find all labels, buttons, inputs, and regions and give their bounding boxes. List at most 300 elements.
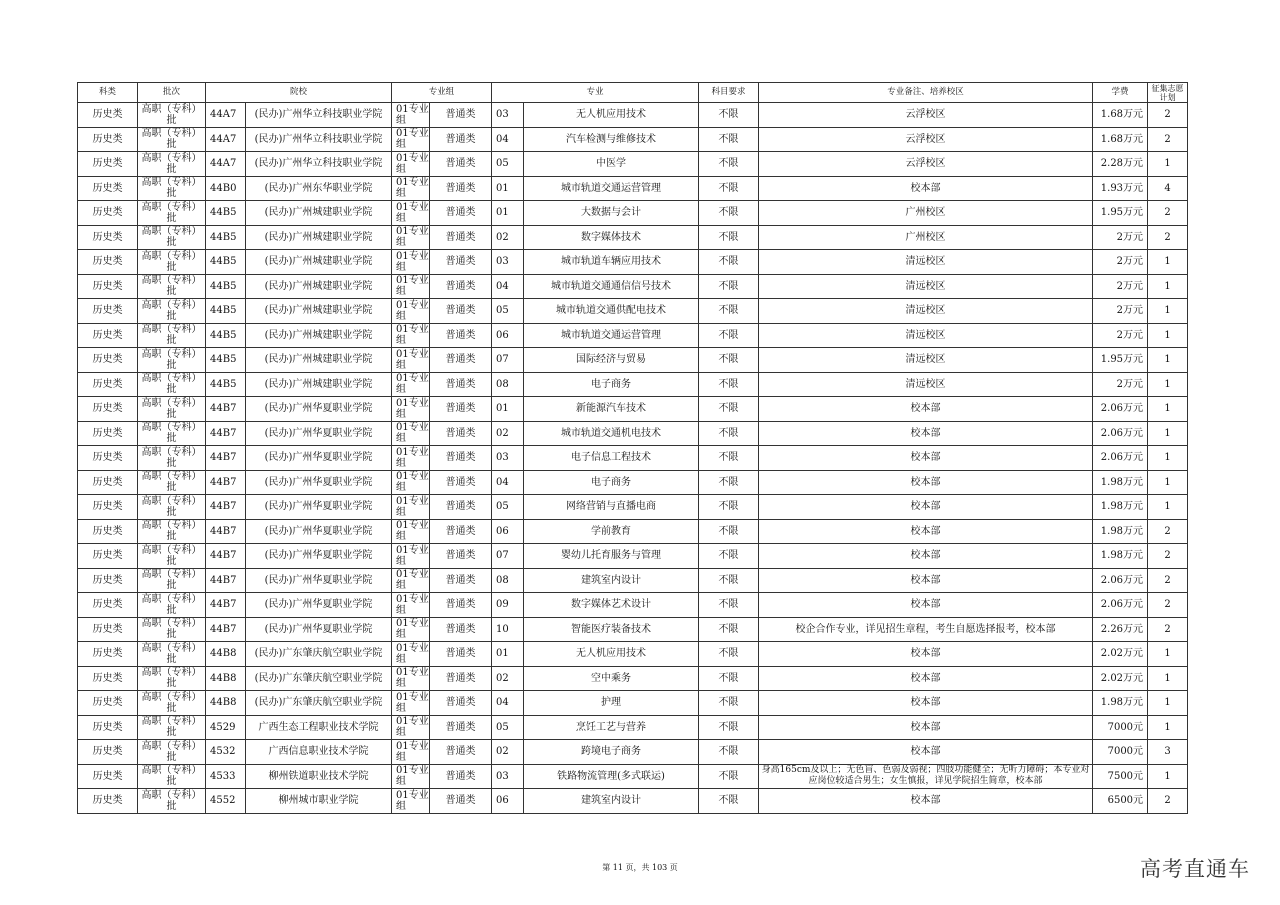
cell-subject-requirement: 不限 <box>699 593 759 618</box>
table-row <box>78 274 1188 299</box>
cell-school-code: 44B7 <box>206 470 246 495</box>
cell-subject-requirement: 不限 <box>699 397 759 422</box>
cell-notes: 校本部 <box>759 446 1093 471</box>
cell-batch: 高职（专科）批 <box>138 740 206 765</box>
cell-school-code: 4529 <box>206 715 246 740</box>
cell-notes: 云浮校区 <box>759 127 1093 152</box>
cell-subject-requirement: 不限 <box>699 740 759 765</box>
table-row <box>78 495 1188 520</box>
cell-school-code: 4533 <box>206 764 246 789</box>
cell-major-code: 06 <box>492 789 524 814</box>
cell-tuition: 1.68万元 <box>1093 103 1148 128</box>
cell-major-name: 护理 <box>524 691 699 716</box>
cell-school-name: 柳州铁道职业技术学院 <box>246 764 392 789</box>
table-row <box>78 666 1188 691</box>
cell-tuition: 7000元 <box>1093 740 1148 765</box>
cell-subject-requirement: 不限 <box>699 568 759 593</box>
table-row <box>78 103 1188 128</box>
header-plan: 征集志愿计划 <box>1148 83 1188 103</box>
cell-school-name: (民办)广州城建职业学院 <box>246 348 392 373</box>
cell-tuition: 2.06万元 <box>1093 397 1148 422</box>
cell-school-code: 44A7 <box>206 127 246 152</box>
cell-major-name: 大数据与会计 <box>524 201 699 226</box>
cell-school-name: (民办)广州城建职业学院 <box>246 250 392 275</box>
cell-tuition: 2万元 <box>1093 225 1148 250</box>
cell-major-code: 04 <box>492 691 524 716</box>
cell-notes: 校本部 <box>759 544 1093 569</box>
cell-plan: 1 <box>1148 372 1188 397</box>
cell-major-name: 跨境电子商务 <box>524 740 699 765</box>
cell-major-code: 05 <box>492 152 524 177</box>
cell-tuition: 2.28万元 <box>1093 152 1148 177</box>
cell-group-code: 01专业组 <box>392 495 430 520</box>
cell-school-name: (民办)广州华夏职业学院 <box>246 446 392 471</box>
cell-group-type: 普通类 <box>430 642 492 667</box>
cell-major-name: 学前教育 <box>524 519 699 544</box>
cell-school-name: (民办)广州华夏职业学院 <box>246 568 392 593</box>
cell-group-code: 01专业组 <box>392 764 430 789</box>
cell-notes: 校本部 <box>759 421 1093 446</box>
table-row <box>78 225 1188 250</box>
cell-batch: 高职（专科）批 <box>138 372 206 397</box>
cell-category: 历史类 <box>78 397 138 422</box>
cell-school-name: (民办)广东肇庆航空职业学院 <box>246 642 392 667</box>
cell-group-type: 普通类 <box>430 617 492 642</box>
cell-school-name: (民办)广州城建职业学院 <box>246 201 392 226</box>
cell-major-name: 网络营销与直播电商 <box>524 495 699 520</box>
table-row <box>78 299 1188 324</box>
cell-plan: 1 <box>1148 446 1188 471</box>
cell-school-name: (民办)广州华立科技职业学院 <box>246 127 392 152</box>
cell-major-name: 空中乘务 <box>524 666 699 691</box>
cell-school-code: 44B7 <box>206 593 246 618</box>
cell-group-code: 01专业组 <box>392 299 430 324</box>
cell-major-code: 02 <box>492 225 524 250</box>
cell-batch: 高职（专科）批 <box>138 176 206 201</box>
cell-subject-requirement: 不限 <box>699 299 759 324</box>
cell-group-code: 01专业组 <box>392 421 430 446</box>
cell-major-name: 智能医疗装备技术 <box>524 617 699 642</box>
cell-major-name: 电子信息工程技术 <box>524 446 699 471</box>
cell-category: 历史类 <box>78 617 138 642</box>
cell-subject-requirement: 不限 <box>699 495 759 520</box>
cell-notes: 云浮校区 <box>759 152 1093 177</box>
cell-major-name: 电子商务 <box>524 470 699 495</box>
cell-group-code: 01专业组 <box>392 715 430 740</box>
cell-notes: 校本部 <box>759 495 1093 520</box>
table-row <box>78 152 1188 177</box>
cell-notes: 校本部 <box>759 666 1093 691</box>
cell-subject-requirement: 不限 <box>699 617 759 642</box>
cell-plan: 1 <box>1148 764 1188 789</box>
header-tuition: 学费 <box>1093 83 1148 103</box>
cell-tuition: 1.98万元 <box>1093 544 1148 569</box>
table-row <box>78 397 1188 422</box>
cell-school-name: (民办)广州华立科技职业学院 <box>246 103 392 128</box>
cell-plan: 1 <box>1148 666 1188 691</box>
cell-school-code: 44B5 <box>206 225 246 250</box>
cell-school-name: (民办)广州城建职业学院 <box>246 225 392 250</box>
cell-tuition: 2.02万元 <box>1093 666 1148 691</box>
cell-batch: 高职（专科）批 <box>138 348 206 373</box>
cell-school-code: 44A7 <box>206 103 246 128</box>
cell-notes: 校本部 <box>759 470 1093 495</box>
cell-category: 历史类 <box>78 250 138 275</box>
cell-category: 历史类 <box>78 764 138 789</box>
cell-plan: 1 <box>1148 397 1188 422</box>
cell-major-code: 07 <box>492 348 524 373</box>
cell-school-name: (民办)广州城建职业学院 <box>246 372 392 397</box>
cell-group-type: 普通类 <box>430 348 492 373</box>
cell-group-code: 01专业组 <box>392 642 430 667</box>
cell-notes: 校本部 <box>759 642 1093 667</box>
table-row <box>78 715 1188 740</box>
cell-tuition: 2万元 <box>1093 274 1148 299</box>
cell-plan: 2 <box>1148 127 1188 152</box>
cell-group-type: 普通类 <box>430 372 492 397</box>
cell-group-type: 普通类 <box>430 740 492 765</box>
cell-subject-requirement: 不限 <box>699 225 759 250</box>
cell-school-name: (民办)广州城建职业学院 <box>246 274 392 299</box>
cell-group-code: 01专业组 <box>392 152 430 177</box>
cell-group-type: 普通类 <box>430 593 492 618</box>
cell-major-name: 无人机应用技术 <box>524 103 699 128</box>
table-header-row <box>78 83 1188 103</box>
cell-tuition: 1.98万元 <box>1093 470 1148 495</box>
cell-school-code: 44B8 <box>206 666 246 691</box>
header-subject-requirement: 科目要求 <box>699 83 759 103</box>
cell-batch: 高职（专科）批 <box>138 225 206 250</box>
cell-group-type: 普通类 <box>430 789 492 814</box>
cell-major-name: 数字媒体艺术设计 <box>524 593 699 618</box>
cell-major-name: 中医学 <box>524 152 699 177</box>
cell-school-code: 44B5 <box>206 274 246 299</box>
cell-major-code: 04 <box>492 470 524 495</box>
cell-category: 历史类 <box>78 568 138 593</box>
cell-school-name: (民办)广州华夏职业学院 <box>246 593 392 618</box>
cell-notes: 校本部 <box>759 789 1093 814</box>
cell-major-code: 09 <box>492 593 524 618</box>
cell-batch: 高职（专科）批 <box>138 642 206 667</box>
cell-category: 历史类 <box>78 299 138 324</box>
cell-subject-requirement: 不限 <box>699 372 759 397</box>
cell-category: 历史类 <box>78 642 138 667</box>
cell-batch: 高职（专科）批 <box>138 519 206 544</box>
cell-group-code: 01专业组 <box>392 176 430 201</box>
cell-notes: 清远校区 <box>759 372 1093 397</box>
cell-school-code: 44B7 <box>206 568 246 593</box>
cell-group-code: 01专业组 <box>392 103 430 128</box>
cell-group-code: 01专业组 <box>392 593 430 618</box>
cell-group-type: 普通类 <box>430 103 492 128</box>
cell-subject-requirement: 不限 <box>699 348 759 373</box>
cell-plan: 1 <box>1148 152 1188 177</box>
cell-tuition: 1.98万元 <box>1093 691 1148 716</box>
cell-notes: 广州校区 <box>759 201 1093 226</box>
cell-major-code: 03 <box>492 764 524 789</box>
cell-tuition: 2万元 <box>1093 323 1148 348</box>
cell-major-name: 建筑室内设计 <box>524 789 699 814</box>
cell-group-type: 普通类 <box>430 446 492 471</box>
cell-school-name: (民办)广州东华职业学院 <box>246 176 392 201</box>
cell-school-name: (民办)广东肇庆航空职业学院 <box>246 666 392 691</box>
cell-batch: 高职（专科）批 <box>138 299 206 324</box>
cell-group-code: 01专业组 <box>392 617 430 642</box>
cell-major-code: 01 <box>492 201 524 226</box>
cell-group-code: 01专业组 <box>392 470 430 495</box>
cell-group-type: 普通类 <box>430 397 492 422</box>
cell-notes: 校本部 <box>759 691 1093 716</box>
cell-plan: 2 <box>1148 593 1188 618</box>
cell-major-name: 城市轨道交通运营管理 <box>524 323 699 348</box>
cell-subject-requirement: 不限 <box>699 544 759 569</box>
cell-batch: 高职（专科）批 <box>138 789 206 814</box>
cell-category: 历史类 <box>78 740 138 765</box>
cell-major-code: 01 <box>492 397 524 422</box>
cell-plan: 1 <box>1148 421 1188 446</box>
cell-group-code: 01专业组 <box>392 568 430 593</box>
cell-batch: 高职（专科）批 <box>138 250 206 275</box>
cell-tuition: 1.68万元 <box>1093 127 1148 152</box>
cell-tuition: 1.93万元 <box>1093 176 1148 201</box>
cell-batch: 高职（专科）批 <box>138 544 206 569</box>
cell-major-code: 08 <box>492 568 524 593</box>
cell-major-code: 03 <box>492 250 524 275</box>
cell-tuition: 1.98万元 <box>1093 519 1148 544</box>
cell-category: 历史类 <box>78 225 138 250</box>
cell-category: 历史类 <box>78 789 138 814</box>
cell-group-type: 普通类 <box>430 225 492 250</box>
table-row <box>78 372 1188 397</box>
cell-subject-requirement: 不限 <box>699 127 759 152</box>
cell-school-code: 4552 <box>206 789 246 814</box>
cell-notes: 广州校区 <box>759 225 1093 250</box>
cell-subject-requirement: 不限 <box>699 446 759 471</box>
cell-notes: 校本部 <box>759 397 1093 422</box>
cell-plan: 2 <box>1148 225 1188 250</box>
cell-school-name: (民办)广东肇庆航空职业学院 <box>246 691 392 716</box>
cell-group-type: 普通类 <box>430 201 492 226</box>
brand-watermark: 高考直通车 <box>1140 857 1250 881</box>
table-row <box>78 127 1188 152</box>
table-row <box>78 176 1188 201</box>
cell-subject-requirement: 不限 <box>699 691 759 716</box>
cell-subject-requirement: 不限 <box>699 666 759 691</box>
cell-school-code: 44A7 <box>206 152 246 177</box>
cell-plan: 1 <box>1148 323 1188 348</box>
cell-major-code: 02 <box>492 666 524 691</box>
header-category: 科类 <box>78 83 138 103</box>
cell-school-name: (民办)广州城建职业学院 <box>246 323 392 348</box>
cell-group-code: 01专业组 <box>392 446 430 471</box>
cell-major-code: 02 <box>492 740 524 765</box>
cell-group-type: 普通类 <box>430 519 492 544</box>
header-batch: 批次 <box>138 83 206 103</box>
cell-school-name: (民办)广州城建职业学院 <box>246 299 392 324</box>
cell-batch: 高职（专科）批 <box>138 691 206 716</box>
cell-major-code: 05 <box>492 299 524 324</box>
cell-plan: 1 <box>1148 715 1188 740</box>
cell-major-code: 10 <box>492 617 524 642</box>
cell-major-code: 04 <box>492 274 524 299</box>
cell-category: 历史类 <box>78 176 138 201</box>
cell-notes: 身高165cm及以上；无色盲、色弱及弱视；四肢功能健全；无听力障碍；本专业对应岗位较适合男生；女生慎报，详见学院招生简章，校本部 <box>759 764 1093 789</box>
cell-major-name: 城市轨道交通通信信号技术 <box>524 274 699 299</box>
table-row <box>78 789 1188 814</box>
cell-group-type: 普通类 <box>430 323 492 348</box>
cell-school-code: 44B5 <box>206 299 246 324</box>
cell-major-name: 新能源汽车技术 <box>524 397 699 422</box>
cell-group-type: 普通类 <box>430 176 492 201</box>
cell-major-name: 无人机应用技术 <box>524 642 699 667</box>
cell-plan: 2 <box>1148 103 1188 128</box>
cell-major-name: 婴幼儿托育服务与管理 <box>524 544 699 569</box>
cell-major-code: 03 <box>492 103 524 128</box>
cell-school-code: 44B0 <box>206 176 246 201</box>
cell-school-code: 44B7 <box>206 397 246 422</box>
cell-major-code: 03 <box>492 446 524 471</box>
cell-category: 历史类 <box>78 519 138 544</box>
cell-subject-requirement: 不限 <box>699 421 759 446</box>
cell-group-code: 01专业组 <box>392 691 430 716</box>
cell-tuition: 7500元 <box>1093 764 1148 789</box>
cell-category: 历史类 <box>78 495 138 520</box>
header-major: 专业 <box>492 83 699 103</box>
cell-notes: 校本部 <box>759 519 1093 544</box>
cell-notes: 清远校区 <box>759 348 1093 373</box>
cell-subject-requirement: 不限 <box>699 789 759 814</box>
cell-plan: 2 <box>1148 544 1188 569</box>
cell-subject-requirement: 不限 <box>699 103 759 128</box>
cell-school-name: (民办)广州华夏职业学院 <box>246 397 392 422</box>
cell-notes: 校本部 <box>759 740 1093 765</box>
cell-batch: 高职（专科）批 <box>138 103 206 128</box>
cell-group-type: 普通类 <box>430 470 492 495</box>
cell-plan: 3 <box>1148 740 1188 765</box>
cell-batch: 高职（专科）批 <box>138 764 206 789</box>
cell-major-code: 06 <box>492 323 524 348</box>
cell-school-name: (民办)广州华夏职业学院 <box>246 617 392 642</box>
cell-plan: 1 <box>1148 299 1188 324</box>
cell-school-code: 44B8 <box>206 691 246 716</box>
cell-group-code: 01专业组 <box>392 740 430 765</box>
cell-subject-requirement: 不限 <box>699 250 759 275</box>
cell-notes: 云浮校区 <box>759 103 1093 128</box>
cell-group-code: 01专业组 <box>392 348 430 373</box>
cell-group-type: 普通类 <box>430 421 492 446</box>
cell-plan: 2 <box>1148 201 1188 226</box>
cell-major-name: 数字媒体技术 <box>524 225 699 250</box>
header-notes: 专业备注、培养校区 <box>759 83 1093 103</box>
cell-batch: 高职（专科）批 <box>138 421 206 446</box>
cell-plan: 1 <box>1148 470 1188 495</box>
cell-batch: 高职（专科）批 <box>138 397 206 422</box>
cell-notes: 校企合作专业，详见招生章程，考生自愿选择报考，校本部 <box>759 617 1093 642</box>
cell-group-type: 普通类 <box>430 274 492 299</box>
cell-plan: 1 <box>1148 274 1188 299</box>
table-row <box>78 544 1188 569</box>
cell-major-name: 城市轨道交通运营管理 <box>524 176 699 201</box>
cell-school-code: 44B8 <box>206 642 246 667</box>
cell-school-code: 44B5 <box>206 323 246 348</box>
cell-category: 历史类 <box>78 127 138 152</box>
cell-subject-requirement: 不限 <box>699 323 759 348</box>
cell-category: 历史类 <box>78 323 138 348</box>
cell-major-code: 07 <box>492 544 524 569</box>
cell-tuition: 2万元 <box>1093 250 1148 275</box>
cell-group-code: 01专业组 <box>392 789 430 814</box>
cell-group-code: 01专业组 <box>392 127 430 152</box>
cell-category: 历史类 <box>78 348 138 373</box>
cell-category: 历史类 <box>78 593 138 618</box>
table-row <box>78 617 1188 642</box>
table-row <box>78 421 1188 446</box>
table-row <box>78 642 1188 667</box>
cell-group-type: 普通类 <box>430 250 492 275</box>
cell-notes: 清远校区 <box>759 274 1093 299</box>
cell-batch: 高职（专科）批 <box>138 715 206 740</box>
cell-plan: 2 <box>1148 789 1188 814</box>
cell-major-name: 城市轨道交通供配电技术 <box>524 299 699 324</box>
cell-major-name: 铁路物流管理(多式联运) <box>524 764 699 789</box>
cell-plan: 2 <box>1148 568 1188 593</box>
cell-school-code: 44B7 <box>206 617 246 642</box>
cell-school-code: 44B5 <box>206 348 246 373</box>
table-row <box>78 740 1188 765</box>
cell-group-code: 01专业组 <box>392 544 430 569</box>
cell-major-code: 01 <box>492 642 524 667</box>
cell-subject-requirement: 不限 <box>699 470 759 495</box>
cell-group-code: 01专业组 <box>392 250 430 275</box>
cell-group-type: 普通类 <box>430 764 492 789</box>
cell-group-code: 01专业组 <box>392 397 430 422</box>
cell-group-code: 01专业组 <box>392 519 430 544</box>
cell-major-name: 城市轨道车辆应用技术 <box>524 250 699 275</box>
cell-major-name: 烹饪工艺与营养 <box>524 715 699 740</box>
cell-tuition: 2.02万元 <box>1093 642 1148 667</box>
cell-group-type: 普通类 <box>430 691 492 716</box>
cell-subject-requirement: 不限 <box>699 274 759 299</box>
cell-school-name: (民办)广州华立科技职业学院 <box>246 152 392 177</box>
table-row <box>78 470 1188 495</box>
cell-batch: 高职（专科）批 <box>138 446 206 471</box>
cell-major-code: 02 <box>492 421 524 446</box>
cell-group-type: 普通类 <box>430 127 492 152</box>
table-row <box>78 593 1188 618</box>
cell-school-code: 44B7 <box>206 446 246 471</box>
cell-group-type: 普通类 <box>430 666 492 691</box>
cell-major-code: 01 <box>492 176 524 201</box>
cell-school-name: (民办)广州华夏职业学院 <box>246 495 392 520</box>
cell-group-code: 01专业组 <box>392 372 430 397</box>
cell-major-code: 06 <box>492 519 524 544</box>
cell-batch: 高职（专科）批 <box>138 323 206 348</box>
cell-group-code: 01专业组 <box>392 274 430 299</box>
cell-subject-requirement: 不限 <box>699 176 759 201</box>
cell-school-name: (民办)广州华夏职业学院 <box>246 544 392 569</box>
cell-batch: 高职（专科）批 <box>138 666 206 691</box>
cell-notes: 清远校区 <box>759 323 1093 348</box>
cell-group-type: 普通类 <box>430 568 492 593</box>
table-row <box>78 764 1188 789</box>
cell-group-code: 01专业组 <box>392 323 430 348</box>
cell-tuition: 2.06万元 <box>1093 421 1148 446</box>
cell-category: 历史类 <box>78 666 138 691</box>
cell-subject-requirement: 不限 <box>699 152 759 177</box>
cell-batch: 高职（专科）批 <box>138 568 206 593</box>
cell-school-name: 广西信息职业技术学院 <box>246 740 392 765</box>
cell-batch: 高职（专科）批 <box>138 617 206 642</box>
